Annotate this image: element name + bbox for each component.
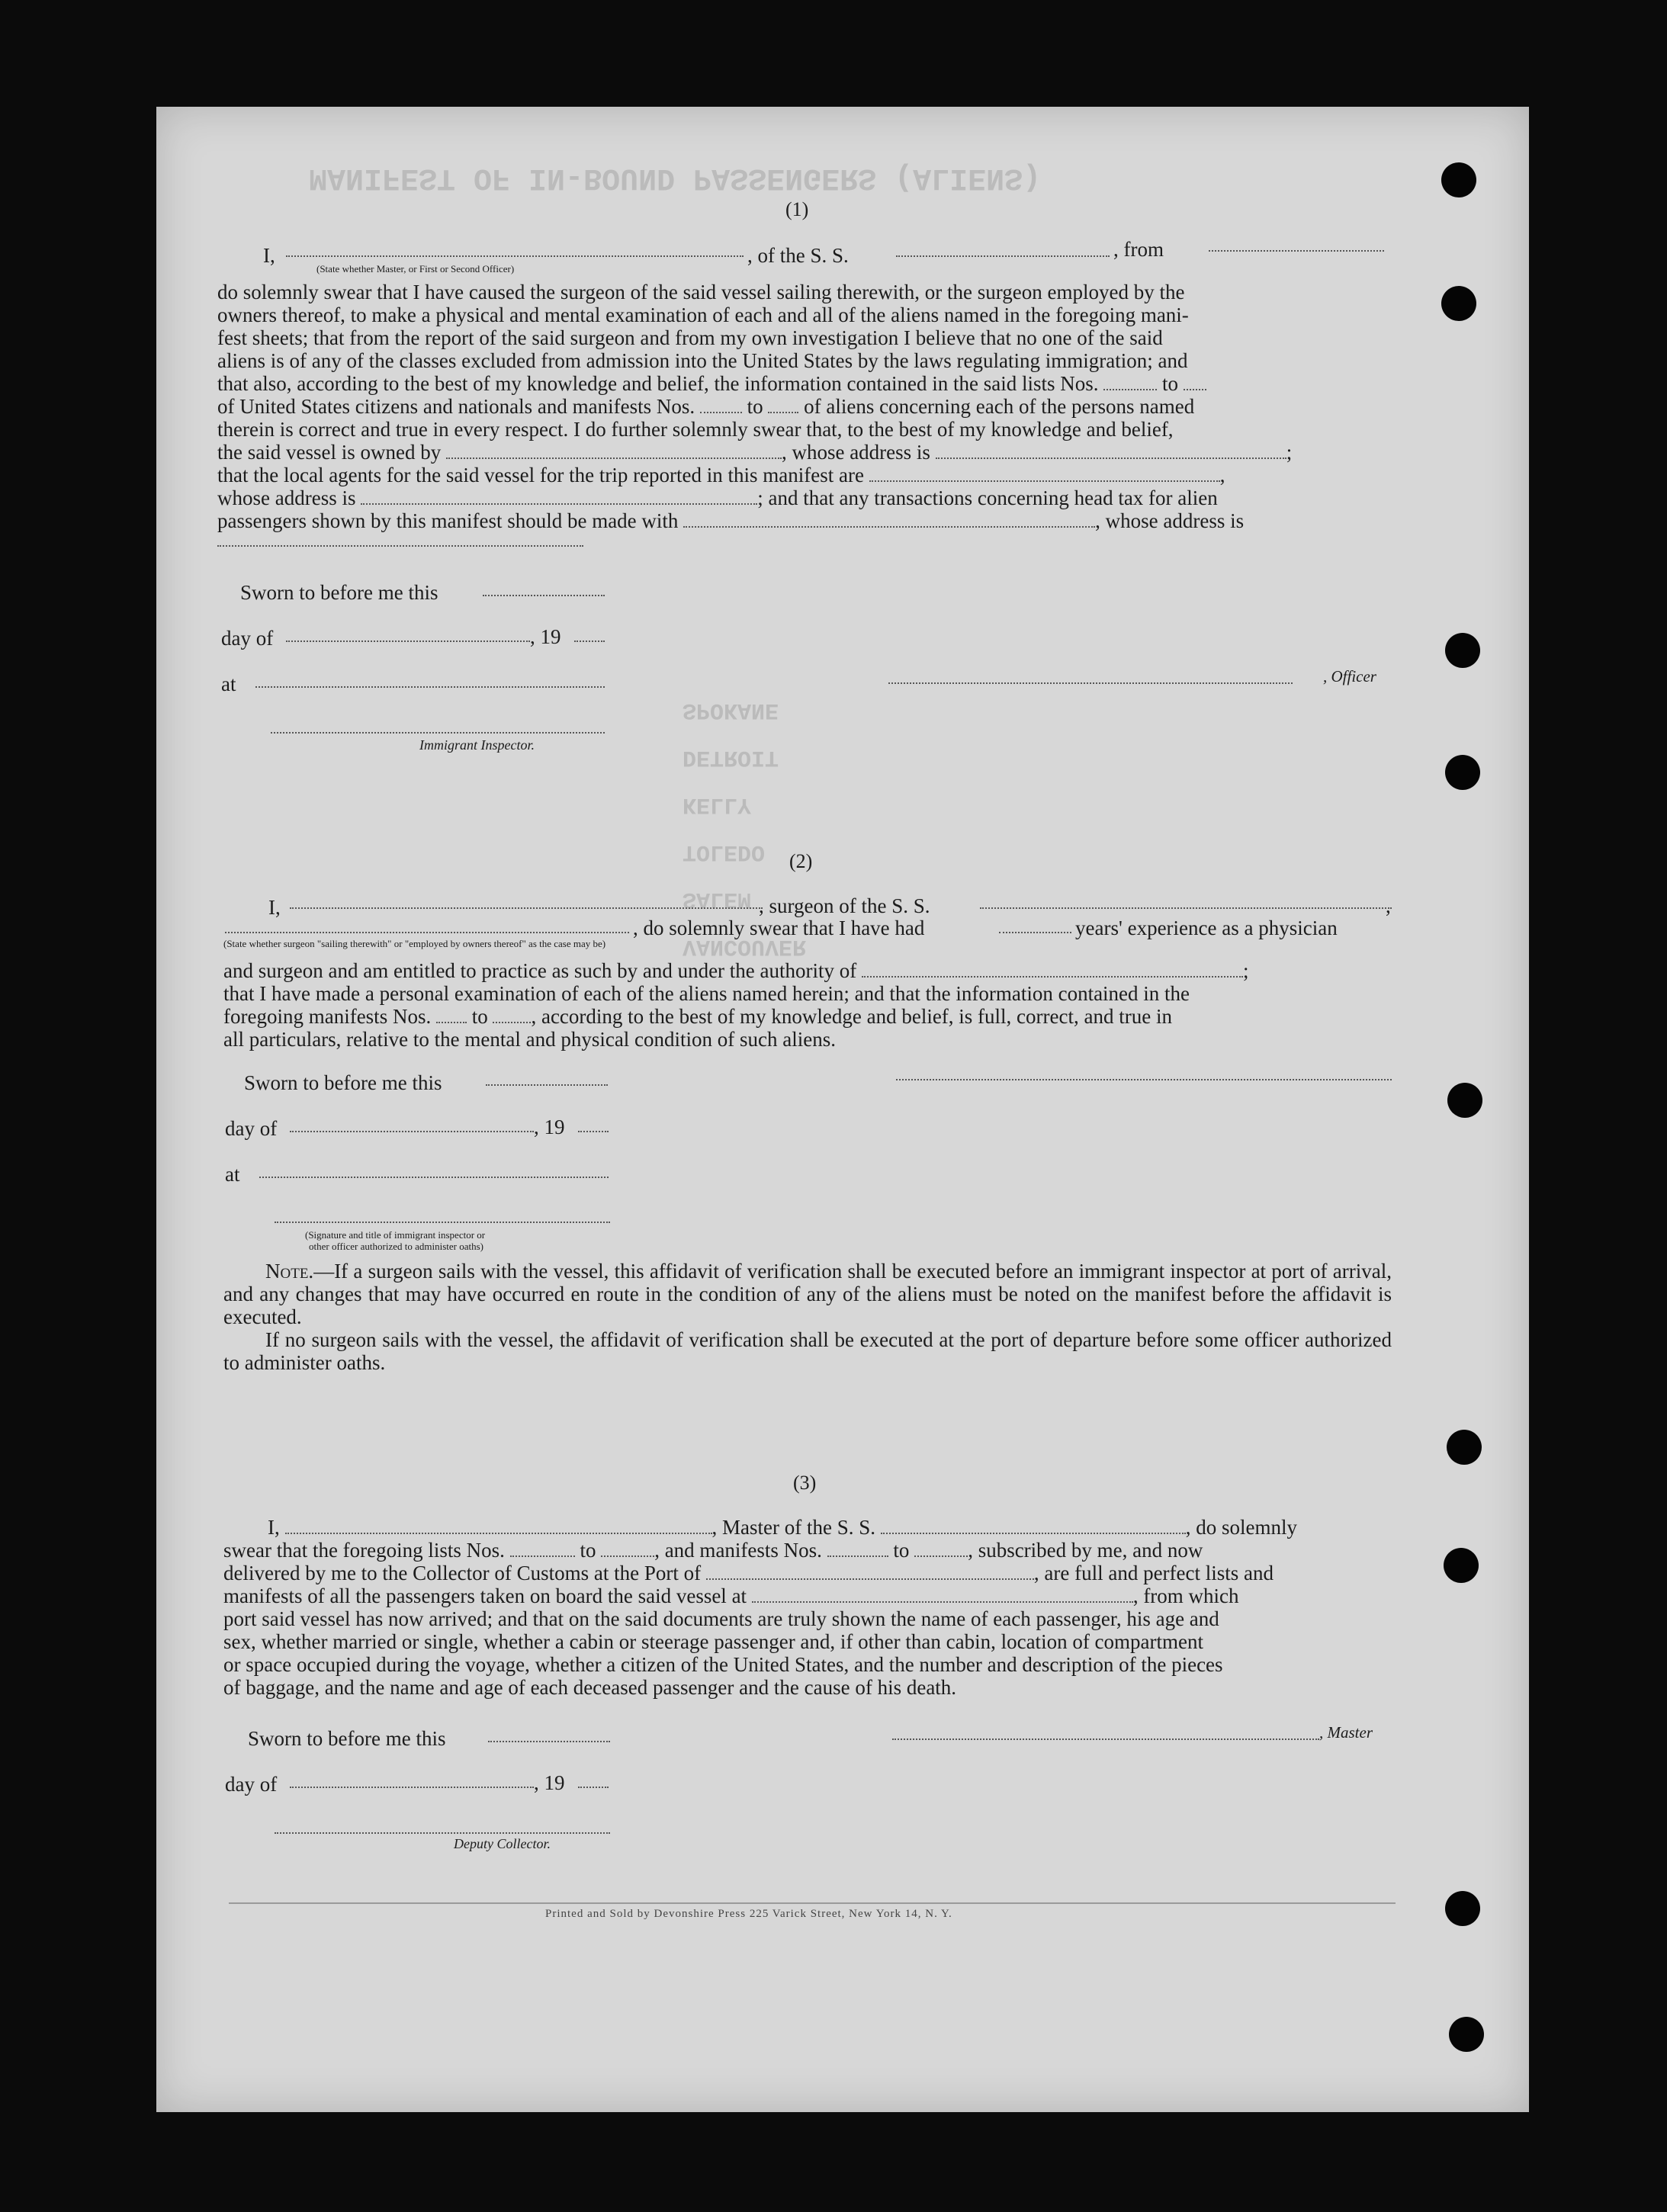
s1-line-9: that the local agents for the said vessel for the trip reported in this manifest are , — [217, 464, 1225, 486]
s1-inspector-sign-line — [271, 732, 605, 734]
s3-master-sign-line — [892, 1738, 1319, 1740]
s1-line-10: whose address is ; and that any transactions concerning head tax for alien — [217, 486, 1218, 509]
section-2-number: (2) — [789, 850, 813, 872]
s3-year-line — [578, 1787, 609, 1788]
s1-from-line — [1209, 250, 1384, 252]
s3-line-4: manifests of all the passengers taken on board the said vessel at , from which — [223, 1584, 1239, 1607]
s1-line-3: fest sheets; that from the report of the said surgeon and from my own investigation I believe that no one of the said — [217, 326, 1163, 349]
s1-line-7: therein is correct and true in every respect. I do further solemnly swear that, to the best of my knowledge and belief, — [217, 418, 1174, 441]
s1-at-line — [255, 686, 605, 688]
note-paragraph-2: If no surgeon sails with the vessel, the affidavit of verification shall be executed at the port of departure before some officer authorized to administer oaths. — [223, 1328, 1392, 1374]
s2-surgeon-note: (State whether surgeon "sailing therewith" or "employed by owners thereof" as the case may be) — [223, 938, 606, 949]
s2-line-c: foregoing manifests Nos. to , according to the best of my knowledge and belief, is full, correct, and true in — [223, 1005, 1172, 1028]
s2-years-line — [999, 932, 1071, 933]
s3-collector-sign-line — [275, 1832, 610, 1834]
s2-sig-note-1: (Signature and title of immigrant inspector or — [305, 1229, 486, 1241]
s1-at: at — [221, 673, 236, 695]
binder-hole — [1445, 633, 1480, 668]
s2-surgeon-type-line — [225, 932, 629, 933]
binder-hole — [1441, 286, 1476, 321]
s1-body — [217, 281, 1384, 532]
s2-years: years' experience as a physician — [1075, 917, 1338, 939]
s1-line-6: of United States citizens and nationals and manifests Nos. to of aliens concerning each of the persons named — [217, 395, 1195, 418]
s2-vessel-comma: , — [1386, 894, 1391, 917]
s1-line-1: do solemnly swear that I have caused the surgeon of the said vessel sailing therewith, or the surgeon employed by the — [217, 281, 1185, 303]
s1-sworn-line — [483, 595, 605, 596]
binder-hole — [1445, 1891, 1480, 1926]
s2-at-line — [259, 1177, 609, 1178]
s3-day-of: day of — [225, 1773, 278, 1796]
s3-line-2: swear that the foregoing lists Nos. to , and manifests Nos. to , subscribed by me, and now — [223, 1539, 1203, 1562]
s1-address-continuation-line — [217, 545, 583, 547]
s1-officer-label: , Officer — [1323, 667, 1376, 685]
s1-officer-note: (State whether Master, or First or Second Officer) — [316, 263, 515, 274]
binder-hole — [1441, 162, 1476, 197]
s1-sworn: Sworn to before me this — [240, 581, 438, 604]
s3-deputy-collector: Deputy Collector. — [454, 1836, 551, 1851]
s2-line-b: that I have made a personal examination of each of the aliens named herein; and that the information contained in the — [223, 982, 1190, 1005]
s1-day-of: day of — [221, 627, 274, 650]
section-3-number: (3) — [793, 1472, 817, 1494]
s3-line-1: I, , Master of the S. S. , do solemnly — [268, 1516, 1297, 1539]
document-page — [156, 107, 1529, 2112]
s3-nineteen: , 19 — [534, 1771, 565, 1794]
s1-nineteen: , 19 — [530, 625, 561, 648]
s2-line-d: all particulars, relative to the mental and physical condition of such aliens. — [223, 1028, 836, 1051]
s1-officer-name-line — [286, 255, 744, 257]
note-paragraph-1: Note.—If a surgeon sails with the vessel, this affidavit of verification shall be executed before an immigrant inspector at port of arrival, and any changes that may have occurred en route in the condition of any of the aliens must be noted on the manifest before the affidavit is executed. — [223, 1260, 1392, 1328]
s2-vessel-line — [980, 907, 1392, 909]
s2-body — [223, 959, 1390, 1051]
s2-line-a: and surgeon and am entitled to practice as such by and under the authority of ; — [223, 959, 1249, 982]
s2-name-line — [290, 907, 763, 909]
s2-inspector-sign-line — [275, 1222, 610, 1223]
s2-nineteen: , 19 — [534, 1116, 565, 1138]
bleed-through-header: MANIFEST OF IN-BOUND PASSENGERS (ALIENS) — [309, 160, 1042, 194]
s2-surgeon-sign-line — [896, 1079, 1392, 1080]
s1-vessel-line — [896, 255, 1110, 257]
s3-day-line — [290, 1787, 534, 1788]
s1-immigrant-inspector: Immigrant Inspector. — [419, 737, 535, 753]
s1-of-ss: , of the S. S. — [747, 244, 849, 267]
s3-line-6: sex, whether married or single, whether a cabin or steerage passenger and, if other than cabin, location of compartment — [223, 1630, 1204, 1653]
s3-master-label: , Master — [1319, 1723, 1373, 1742]
binder-hole — [1444, 1548, 1479, 1583]
s1-from: , from — [1113, 238, 1164, 261]
s2-i-label: I, — [268, 896, 281, 919]
s2-sworn: Sworn to before me this — [244, 1071, 442, 1094]
s1-line-8: the said vessel is owned by , whose address is ; — [217, 441, 1293, 464]
s2-sig-note-2: other officer authorized to administer oaths) — [309, 1241, 483, 1252]
s1-line-5: that also, according to the best of my knowledge and belief, the information contained in the said lists Nos. to — [217, 372, 1384, 395]
binder-hole — [1447, 1083, 1482, 1118]
s1-line-4: aliens is of any of the classes excluded from admission into the United States by the laws regulating immigration; and — [217, 349, 1188, 372]
section-1-number: (1) — [785, 198, 809, 220]
s3-line-7: or space occupied during the voyage, whether a citizen of the United States, and the number and description of the pieces — [223, 1653, 1223, 1676]
s3-line-8: of baggage, and the name and age of each deceased passenger and the cause of his death. — [223, 1676, 957, 1699]
s2-sworn-line — [486, 1084, 608, 1086]
binder-hole — [1449, 2017, 1484, 2052]
printer-imprint: Printed and Sold by Devonshire Press 225 Varick Street, New York 14, N. Y. — [545, 1908, 952, 1920]
binder-hole — [1445, 755, 1480, 790]
s3-line-3: delivered by me to the Collector of Customs at the Port of , are full and perfect lists and — [223, 1562, 1274, 1584]
footer-rule — [229, 1902, 1396, 1904]
s3-body — [223, 1516, 1392, 1699]
s2-surgeon-of: , surgeon of the S. S. — [759, 894, 930, 917]
s2-year-line — [578, 1131, 609, 1132]
s2-day-of: day of — [225, 1117, 278, 1140]
s1-line-2: owners thereof, to make a physical and mental examination of each and all of the aliens named in the foregoing mani- — [217, 303, 1189, 326]
s1-line-11: passengers shown by this manifest should be made with , whose address is — [217, 509, 1245, 532]
s2-day-line — [290, 1131, 534, 1132]
s2-solemnly: , do solemnly swear that I have had — [633, 917, 925, 939]
s1-i-label: I, — [263, 244, 275, 267]
note-block — [223, 1260, 1392, 1374]
s1-year-line — [574, 640, 605, 642]
binder-hole — [1447, 1430, 1482, 1465]
s3-sworn-line — [488, 1741, 610, 1742]
s3-sworn: Sworn to before me this — [248, 1727, 446, 1750]
note-label: Note. — [265, 1260, 314, 1283]
s1-day-line — [286, 640, 530, 642]
s3-line-5: port said vessel has now arrived; and that on the said documents are truly shown the name of each passenger, his age and — [223, 1607, 1219, 1630]
bleed-through-column: VANCOUVER SALEM TOLEDO KELLY DETROIT SPOKANE — [683, 697, 807, 959]
s1-officer-sign-line — [888, 682, 1293, 684]
s2-at: at — [225, 1163, 240, 1186]
